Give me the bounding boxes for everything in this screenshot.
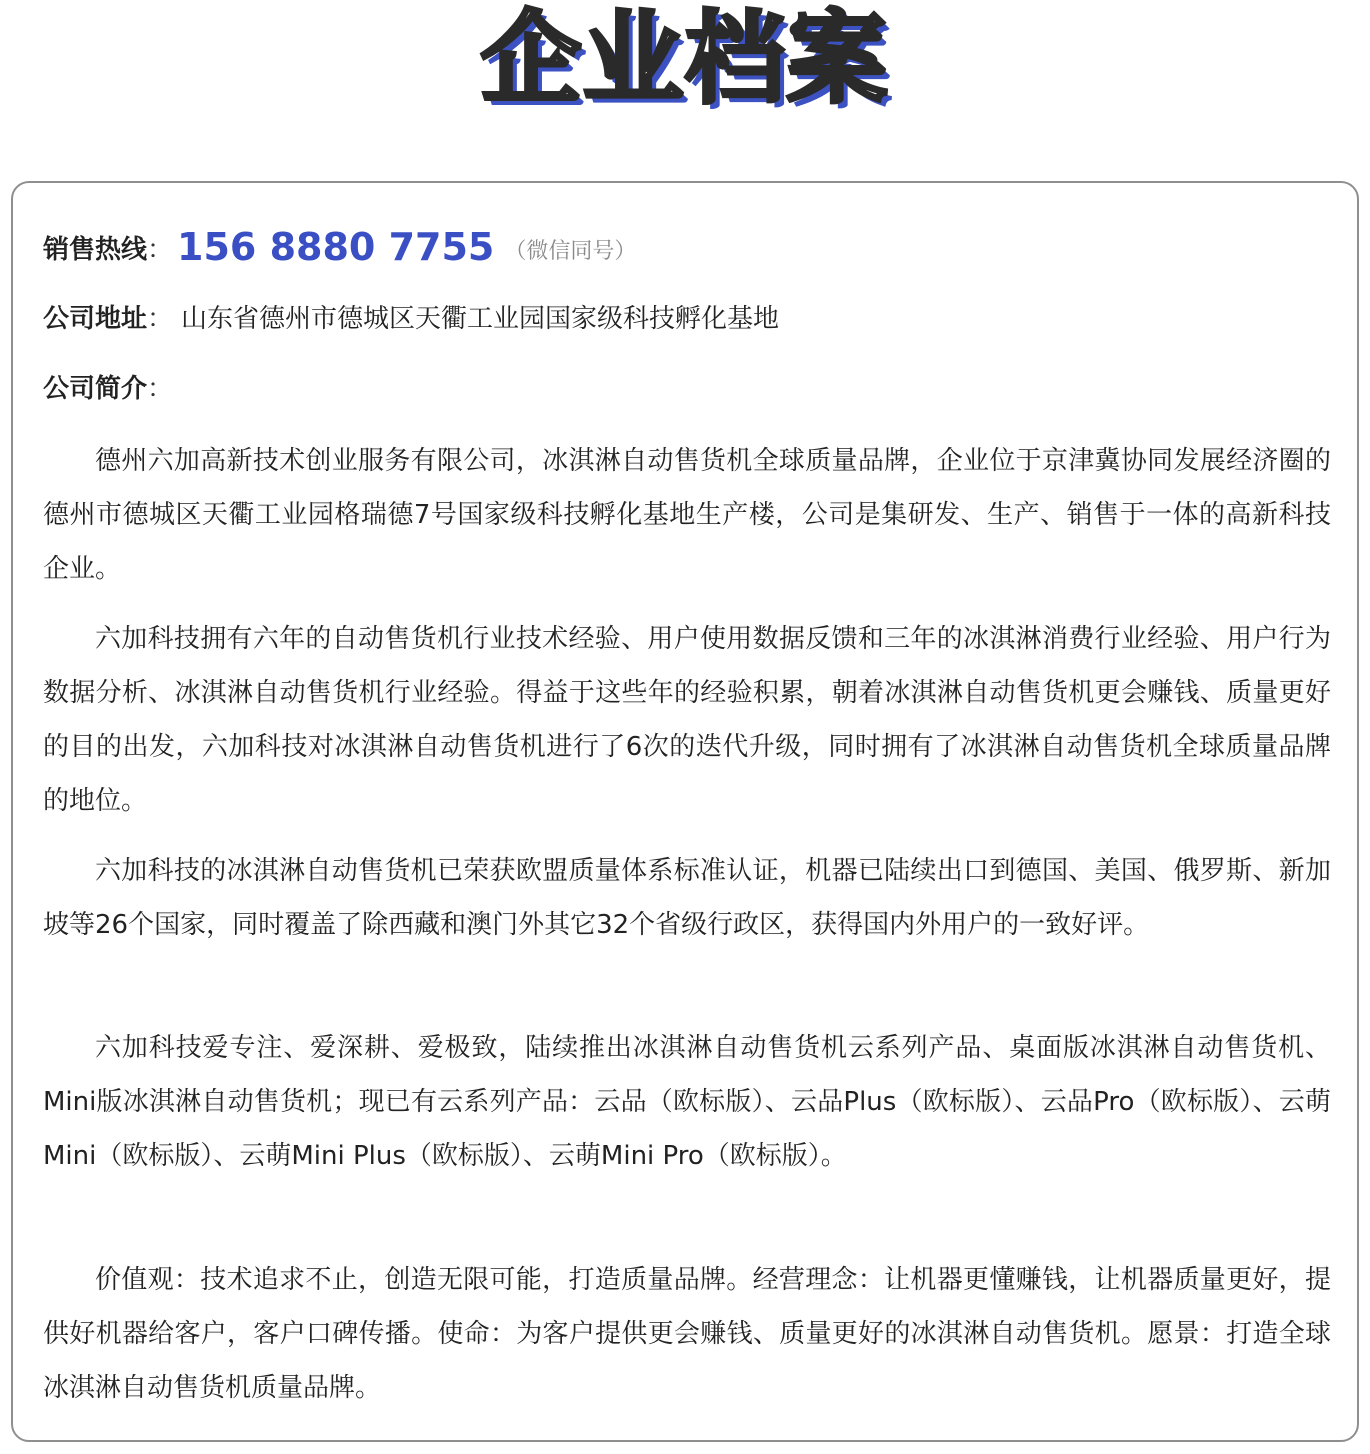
intro-paragraph-certification-export: 六加科技的冰淇淋自动售货机已荣获欧盟质量体系标准认证，机器已陆续出口到德国、美国、俄罗斯、新加坡等26个国家，同时覆盖了除西藏和澳门外其它32个省级行政区，获得国内外用户的一致好评。 <box>43 856 1331 940</box>
company-address-label: 公司地址 <box>43 304 148 334</box>
company-address-colon: ： <box>147 304 174 334</box>
company-intro-colon: ： <box>147 374 174 404</box>
sales-hotline-row <box>43 223 636 276</box>
company-intro-heading <box>43 369 173 409</box>
intro-paragraph-product-series: 六加科技爱专注、爱深耕、爱极致，陆续推出冰淇淋自动售货机云系列产品、桌面版冰淇淋自动售货机、Mini版冰淇淋自动售货机；现已有云系列产品：云品（欧标版）、云品Plus（欧标版）、云品Pro（欧标版）、云萌Mini（欧标版）、云萌Mini Plus（欧标版）、云萌Mini Pro（欧标版）。 <box>43 1033 1331 1171</box>
intro-paragraph-values-mission: 价值观：技术追求不止，创造无限可能，打造质量品牌。经营理念：让机器更懂赚钱，让机器质量更好，提供好机器给客户，客户口碑传播。使命：为客户提供更会赚钱、质量更好的冰淇淋自动售货机。愿景：打造全球冰淇淋自动售货机质量品牌。 <box>43 1265 1331 1403</box>
company-address-value: 山东省德州市德城区天衢工业园国家级科技孵化基地 <box>181 304 780 334</box>
sales-hotline-label: 销售热线 <box>43 235 148 265</box>
company-intro-label: 公司简介 <box>43 374 148 404</box>
sales-hotline-number[interactable]: 156 8880 7755 <box>177 225 495 269</box>
intro-paragraph-company-overview: 德州六加高新技术创业服务有限公司，冰淇淋自动售货机全球质量品牌，企业位于京津冀协同发展经济圈的德州市德城区天衢工业园格瑞德7号国家级科技孵化基地生产楼，公司是集研发、生产、销售于一体的高新科技企业。 <box>43 446 1331 584</box>
intro-paragraph-experience: 六加科技拥有六年的自动售货机行业技术经验、用户使用数据反馈和三年的冰淇淋消费行业经验、用户行为数据分析、冰淇淋自动售货机行业经验。得益于这些年的经验积累，朝着冰淇淋自动售货机更会赚钱、质量更好的目的出发，六加科技对冰淇淋自动售货机进行了6次的迭代升级，同时拥有了冰淇淋自动售货机全球质量品牌的地位。 <box>43 624 1331 816</box>
company-address-row <box>43 299 779 339</box>
company-profile-card <box>11 181 1359 1442</box>
wechat-same-number-note: （微信同号） <box>504 239 637 264</box>
sales-hotline-colon: ： <box>147 235 174 265</box>
page-title: 企业档案 <box>481 0 889 117</box>
